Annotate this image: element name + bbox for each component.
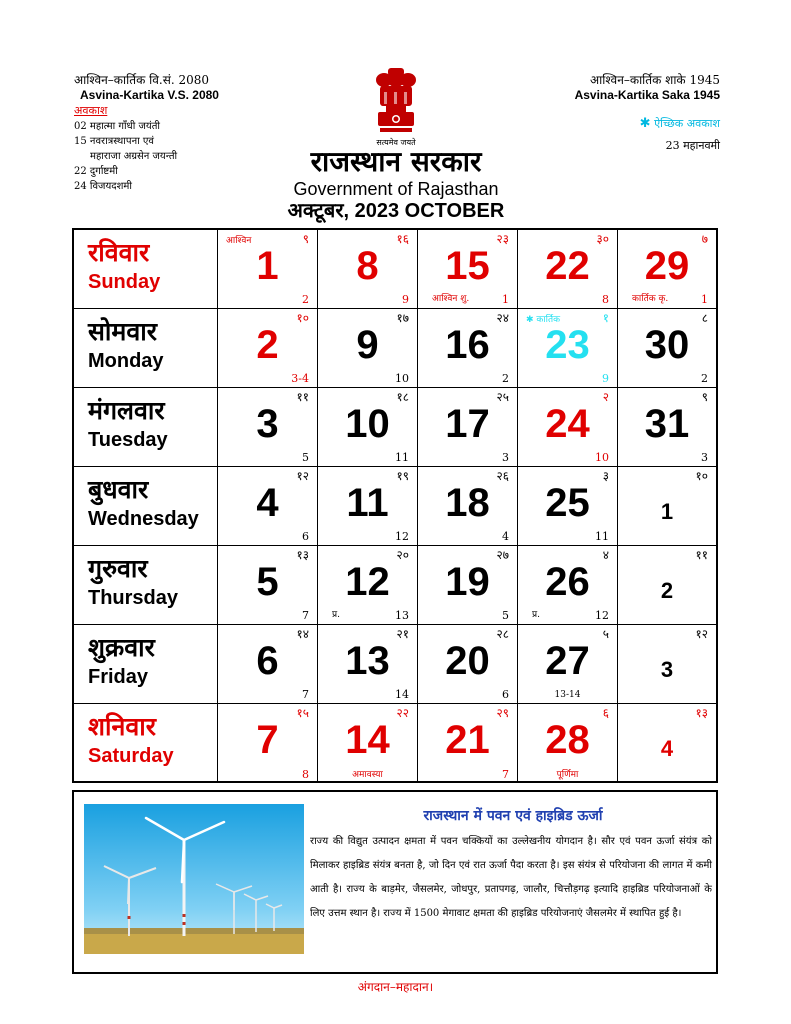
date-cell [318, 309, 418, 387]
nakshatra-number: 2 [302, 293, 309, 306]
calendar-row [74, 704, 716, 783]
holiday-item: 22 दुर्गाष्टमी [74, 166, 118, 177]
date-cell [418, 388, 518, 466]
nakshatra-number: 8 [602, 293, 609, 306]
info-box [72, 790, 718, 974]
date-cell [618, 467, 716, 545]
date-cell [218, 546, 318, 624]
date-cell [618, 704, 716, 783]
nakshatra-number: 3 [502, 451, 509, 464]
date-cell [418, 309, 518, 387]
nakshatra-number: 7 [302, 609, 309, 622]
date-cell [418, 230, 518, 308]
emblem-motto: सत्यमेव जयते [376, 138, 416, 147]
weekday-hindi: शनिवार [88, 712, 156, 741]
date-cell [518, 467, 618, 545]
date-number: 6 [256, 639, 279, 683]
nakshatra-number: 5 [302, 451, 309, 464]
date-number: 29 [644, 244, 690, 288]
weekday-label [74, 388, 218, 466]
special-day-label: अमावस्या [352, 770, 383, 780]
weekday-hindi: रविवार [88, 238, 150, 267]
tithi-number: ७ [701, 232, 708, 246]
date-cell [318, 546, 418, 624]
tithi-number: २३ [496, 232, 509, 246]
nakshatra-number: 7 [502, 768, 509, 781]
tithi-number: २ [602, 390, 609, 404]
date-number: 9 [356, 323, 379, 367]
nakshatra-number: 1 [502, 293, 509, 306]
date-number: 1 [256, 244, 279, 288]
asterisk-icon: ✱ [639, 116, 651, 131]
weekday-hindi: शुक्रवार [88, 633, 155, 662]
nakshatra-number: 12 [395, 530, 409, 543]
title-english: Government of Rajasthan [293, 179, 499, 199]
date-number: 30 [644, 323, 690, 367]
calendar-grid [72, 228, 718, 783]
weekday-label [74, 309, 218, 387]
tithi-number: २८ [496, 627, 509, 641]
tithi-number: २४ [496, 311, 509, 325]
weekday-hindi: मंगलवार [88, 396, 165, 425]
holiday-item: 24 विजयदशमी [74, 181, 132, 192]
nakshatra-number: 9 [602, 372, 609, 385]
tithi-number: ५ [602, 627, 609, 641]
tithi-number: ६ [602, 706, 609, 720]
nakshatra-number: 4 [502, 530, 509, 543]
footer-slogan: अंगदान–महादान। [357, 980, 434, 994]
date-cell [318, 625, 418, 703]
date-cell [618, 309, 716, 387]
date-number: 21 [445, 718, 490, 762]
holiday-item: 02 महात्मा गाँधी जयंती [74, 121, 160, 132]
optional-holiday-heading-text: ऐच्छिक अवकाश [654, 117, 720, 130]
date-cell [218, 388, 318, 466]
date-number: 2 [256, 323, 279, 367]
nakshatra-number: 8 [302, 768, 309, 781]
weekday-english: Thursday [88, 587, 179, 609]
wind-turbines-photo [84, 804, 304, 954]
date-number: 24 [545, 402, 590, 446]
paksha-label: कार्तिक कृ. [632, 294, 669, 304]
date-cell [318, 388, 418, 466]
weekday-hindi: बुधवार [88, 475, 149, 504]
holiday-item: महाराजा अग्रसेन जयन्ती [90, 151, 178, 162]
nakshatra-number: 9 [402, 293, 409, 306]
date-number: 11 [346, 481, 389, 525]
date-number: 13 [345, 639, 390, 683]
nakshatra-number: 6 [302, 530, 309, 543]
date-cell [418, 467, 518, 545]
tithi-number: १७ [396, 311, 409, 325]
holiday-item: 15 नवरात्रस्थापना एवं [74, 136, 154, 147]
holiday-heading: अवकाश [74, 104, 108, 117]
date-cell [618, 546, 716, 624]
date-number: 28 [545, 718, 590, 762]
date-number: 26 [545, 560, 590, 604]
date-number: 14 [345, 718, 390, 762]
month-title: अक्टूबर, 2023 OCTOBER [287, 200, 505, 222]
nakshatra-number: 7 [302, 688, 309, 701]
weekday-english: Friday [88, 666, 149, 688]
tithi-number: ११ [695, 548, 708, 562]
date-cell [618, 388, 716, 466]
date-number: 12 [345, 560, 390, 604]
date-number: 15 [445, 244, 490, 288]
tithi-number: ८ [701, 311, 708, 325]
date-number: 3 [660, 657, 674, 682]
calendar-row [74, 309, 716, 388]
nakshatra-number: 10 [595, 451, 609, 464]
date-cell [518, 546, 618, 624]
date-cell [418, 546, 518, 624]
paksha-label: आश्विन शु. [432, 294, 470, 304]
nakshatra-number: 11 [595, 530, 609, 543]
saka-english: Asvina-Kartika Saka 1945 [574, 88, 720, 102]
special-day-label: 13-14 [554, 690, 581, 700]
paksha-label: प्र. [532, 610, 540, 620]
nakshatra-number: 2 [502, 372, 509, 385]
nakshatra-number: 14 [395, 688, 409, 701]
calendar-row [74, 625, 716, 704]
tithi-number: १२ [296, 469, 309, 483]
tithi-number: १ [602, 311, 609, 325]
nakshatra-number: 12 [595, 609, 609, 622]
month-start-label: ✱ कार्तिक [526, 315, 561, 325]
tithi-number: २२ [396, 706, 409, 720]
weekday-hindi: गुरुवार [88, 554, 148, 583]
calendar-row [74, 467, 716, 546]
date-number: 27 [545, 639, 590, 683]
date-cell [618, 230, 716, 308]
vikram-samvat-english: Asvina-Kartika V.S. 2080 [80, 88, 219, 102]
date-number: 10 [345, 402, 390, 446]
weekday-english: Sunday [88, 271, 161, 293]
optional-holiday-heading [500, 115, 720, 133]
tithi-number: १२ [695, 627, 708, 641]
date-number: 20 [445, 639, 490, 683]
tithi-number: २६ [496, 469, 509, 483]
date-number: 22 [545, 244, 590, 288]
title-hindi: राजस्थान सरकार [310, 145, 482, 178]
tithi-number: १० [695, 469, 708, 483]
tithi-number: १० [296, 311, 309, 325]
weekday-label [74, 230, 218, 308]
date-number: 31 [644, 402, 690, 446]
tithi-number: ९ [701, 390, 708, 404]
date-number: 4 [256, 481, 279, 525]
tithi-number: २७ [496, 548, 509, 562]
saka-hindi: आश्विन–कार्तिक शाके 1945 [590, 73, 720, 87]
weekday-english: Monday [88, 350, 164, 372]
date-cell [418, 704, 518, 783]
info-paragraph: राज्य की विद्युत उत्पादन क्षमता में पवन चक्कियों का उल्लेखनीय योगदान है। सौर एवं पवन ऊर्जा संयंत्र को मिलाकर हाइब्रिड संयंत्र बनता है, जो दिन एवं रात ऊर्जा पैदा करता है। इस संयंत्र से परियोजना की लागत में कमी आती है। राज्य के बाड़मेर, जैसलमेर, जोधपुर, प्रतापगढ़, जालौर, चित्तौड़गढ़ इत्यादि हाइब्रिड परियोजनाओं के लिए उत्तम स्थान है। राज्य में 1500 मेगावाट क्षमता की हाइब्रिड परियोजनाएं जैसलमेर में स्थापित हुई है। [310, 836, 712, 919]
month-start-label: आश्विन [226, 236, 252, 246]
date-cell [518, 625, 618, 703]
date-number: 18 [445, 481, 490, 525]
weekday-label [74, 467, 218, 545]
tithi-number: ९ [302, 232, 309, 246]
weekday-english: Tuesday [88, 429, 168, 451]
optional-holiday-item: 23 महानवमी [665, 139, 720, 152]
nakshatra-number: 13 [395, 609, 409, 622]
nakshatra-number: 3-4 [291, 372, 309, 385]
weekday-hindi: सोमवार [88, 317, 157, 346]
tithi-number: १३ [296, 548, 309, 562]
tithi-number: १४ [296, 627, 309, 641]
date-cell [518, 309, 618, 387]
special-day-label: पूर्णिमा [556, 770, 579, 780]
date-number: 3 [256, 402, 279, 446]
date-number: 5 [256, 560, 279, 604]
weekday-label [74, 625, 218, 703]
weekday-english: Wednesday [88, 508, 199, 530]
date-number: 7 [256, 718, 279, 762]
nakshatra-number: 3 [701, 451, 708, 464]
date-cell [218, 704, 318, 783]
paksha-label: प्र. [332, 610, 340, 620]
date-number: 16 [445, 323, 490, 367]
weekday-label [74, 546, 218, 624]
date-cell [218, 309, 318, 387]
tithi-number: २५ [496, 390, 509, 404]
date-cell [218, 467, 318, 545]
nakshatra-number: 11 [395, 451, 409, 464]
date-cell [618, 625, 716, 703]
date-number: 25 [545, 481, 590, 525]
tithi-number: १८ [396, 390, 409, 404]
tithi-number: ११ [296, 390, 309, 404]
nakshatra-number: 2 [701, 372, 708, 385]
calendar-row [74, 546, 716, 625]
date-cell [418, 625, 518, 703]
date-number: 8 [356, 244, 379, 288]
state-emblem-icon [372, 66, 420, 136]
date-cell [218, 625, 318, 703]
date-number: 23 [545, 323, 590, 367]
date-cell [318, 467, 418, 545]
date-cell [318, 230, 418, 308]
date-cell [518, 388, 618, 466]
date-cell [218, 230, 318, 308]
tithi-number: ३ [602, 469, 609, 483]
tithi-number: १५ [296, 706, 309, 720]
tithi-number: ३० [596, 232, 609, 246]
header-right-block [500, 72, 720, 155]
date-number: 19 [445, 560, 490, 604]
vikram-samvat-hindi: आश्विन–कार्तिक वि.सं. 2080 [74, 73, 209, 87]
tithi-number: २१ [396, 627, 409, 641]
date-cell [518, 704, 618, 783]
tithi-number: १३ [695, 706, 708, 720]
calendar-row [74, 388, 716, 467]
calendar-row [74, 230, 716, 309]
date-number: 17 [445, 402, 490, 446]
nakshatra-number: 1 [701, 293, 708, 306]
weekday-label [74, 704, 218, 783]
nakshatra-number: 5 [502, 609, 509, 622]
tithi-number: २९ [496, 706, 509, 720]
tithi-number: २० [396, 548, 409, 562]
date-number: 4 [660, 736, 674, 761]
date-number: 2 [660, 578, 674, 603]
date-number: 1 [660, 499, 674, 524]
weekday-english: Saturday [88, 745, 174, 767]
date-cell [518, 230, 618, 308]
info-title: राजस्थान में पवन एवं हाइब्रिड ऊर्जा [423, 808, 603, 824]
tithi-number: ४ [602, 548, 609, 562]
nakshatra-number: 6 [502, 688, 509, 701]
tithi-number: १९ [396, 469, 409, 483]
date-cell [318, 704, 418, 783]
tithi-number: १६ [396, 232, 409, 246]
nakshatra-number: 10 [395, 372, 409, 385]
